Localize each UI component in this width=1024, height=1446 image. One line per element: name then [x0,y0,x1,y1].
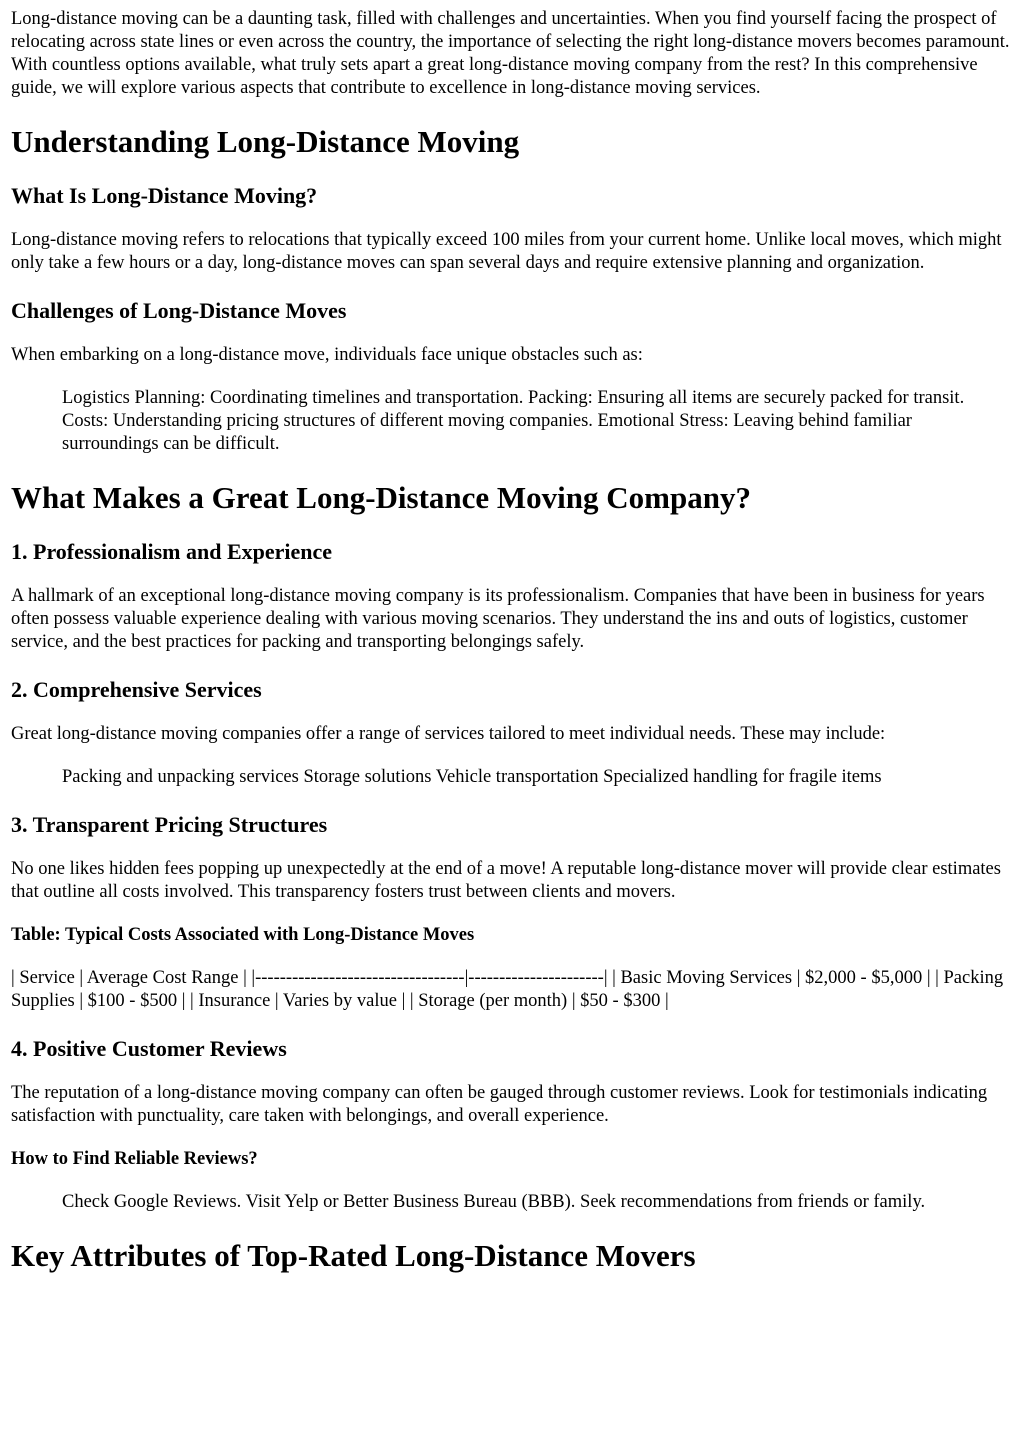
intro-paragraph: Long-distance moving can be a daunting task, filled with challenges and uncertainties. When you find yourself facing the prospect of relocating across state lines or even across the country, the importance of selecting the right long-distance movers becomes paramount. With countless options available, what truly sets apart a great long-distance moving company from the rest? In this comprehensive guide, we will explore various aspects that contribute to excellence in long-distance moving services. [11,9,1010,98]
professionalism-paragraph: A hallmark of an exceptional long-distance moving company is its professionalism. Companies that have been in business for years often possess valuable experience dealing with various moving scenarios. They understand the ins and outs of logistics, customer service, and the best practices for packing and transporting belongings safely. [11,586,985,652]
challenges-paragraph: When embarking on a long-distance move, individuals face unique obstacles such as: [11,345,643,365]
heading-challenges: Challenges of Long-Distance Moves [11,298,347,323]
pricing-paragraph: No one likes hidden fees popping up unexpectedly at the end of a move! A reputable long-distance mover will provide clear estimates that outline all costs involved. This transparency fosters trust between clients and movers. [11,859,1001,902]
reviews-paragraph: The reputation of a long-distance moving company can often be gauged through customer reviews. Look for testimonials indicating satisfaction with punctuality, care taken with belongings, and overall experience. [11,1083,988,1126]
heading-reviews: 4. Positive Customer Reviews [11,1036,287,1061]
reviews-list: Check Google Reviews. Visit Yelp or Better Business Bureau (BBB). Seek recommendations from friends or family. [62,1192,926,1212]
heading-professionalism: 1. Professionalism and Experience [11,539,333,564]
heading-cost-table: Table: Typical Costs Associated with Long-Distance Moves [11,925,475,945]
heading-find-reviews: How to Find Reliable Reviews? [11,1149,258,1169]
heading-key-attributes: Key Attributes of Top-Rated Long-Distance Movers [11,1238,696,1273]
services-list: Packing and unpacking services Storage solutions Vehicle transportation Specialized handling for fragile items [62,767,882,787]
heading-understanding: Understanding Long-Distance Moving [11,124,520,159]
services-paragraph: Great long-distance moving companies offer a range of services tailored to meet individual needs. These may include: [11,724,886,744]
what-is-paragraph: Long-distance moving refers to relocations that typically exceed 100 miles from your current home. Unlike local moves, which might only take a few hours or a day, long-distance moves can span several days and require extensive planning and organization. [11,230,1002,273]
heading-what-is: What Is Long-Distance Moving? [11,183,318,208]
heading-pricing: 3. Transparent Pricing Structures [11,812,328,837]
heading-services: 2. Comprehensive Services [11,677,262,702]
heading-great-company: What Makes a Great Long-Distance Moving Company? [11,480,751,515]
challenges-list: Logistics Planning: Coordinating timelines and transportation. Packing: Ensuring all items are securely packed for transit. Costs: Understanding pricing structures of different moving companies. Emotional Stress: Leaving behind familiar surroundings can be difficult. [62,388,965,454]
cost-table-text: | Service | Average Cost Range | |----------------------------------|----------------------| | Basic Moving Services | $2,000 - $5,000 | | Packing Supplies | $100 - $500 | | Insurance | Varies by value | | Storage (per month) | $50 - $300 | [11,968,1004,1011]
